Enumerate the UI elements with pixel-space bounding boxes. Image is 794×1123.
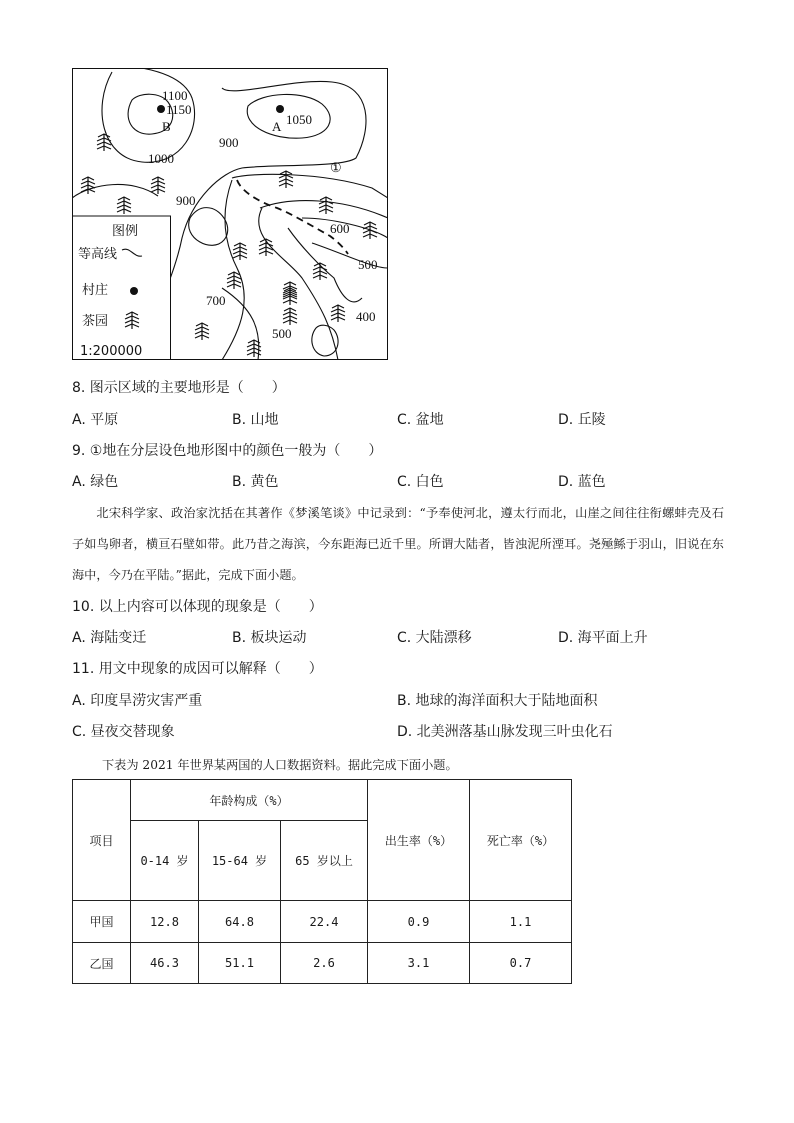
passage-text: 北宋科学家、政治家沈括在其著作《梦溪笔谈》中记录到：“予奉使河北，遵太行而北，山崖之间往往衔螺蚌壳及石子如鸟卵者，横亘石壁如带。此乃昔之海滨，今东距海已近千里。所谓大陆者，皆浊泥所湮耳。尧殛鲧于羽山，旧说在东海中，今乃在平陆。”据此，完成下面小题。 xyxy=(72,506,724,582)
cell: 2.6 xyxy=(281,943,368,984)
header-age-group: 年龄构成（%） xyxy=(131,780,368,821)
q8-option-c[interactable]: C. 盆地 xyxy=(397,412,444,428)
row-name: 甲国 xyxy=(73,901,131,943)
header-death-rate: 死亡率（%） xyxy=(470,780,572,901)
cell: 1.1 xyxy=(470,901,572,943)
point-a-label: A xyxy=(272,119,282,134)
contour-label: 1000 xyxy=(148,151,174,166)
cell: 0.7 xyxy=(470,943,572,984)
header-age-65-plus: 65 岁以上 xyxy=(281,821,368,901)
cell: 64.8 xyxy=(199,901,281,943)
village-b-dot xyxy=(157,105,165,113)
contour-label: 900 xyxy=(176,193,196,208)
question-8-stem: 8. 图示区域的主要地形是（ ） xyxy=(72,380,286,396)
contour-label: 400 xyxy=(356,309,376,324)
population-table xyxy=(72,779,572,984)
village-a-dot xyxy=(276,105,284,113)
cell: 51.1 xyxy=(199,943,281,984)
q9-option-c[interactable]: C. 白色 xyxy=(397,474,444,490)
cell: 22.4 xyxy=(281,901,368,943)
contour-label: 1100 xyxy=(162,88,188,103)
header-age-15-64: 15-64 岁 xyxy=(199,821,281,901)
header-age-0-14: 0-14 岁 xyxy=(131,821,199,901)
q11-option-c[interactable]: C. 昼夜交替现象 xyxy=(72,724,175,740)
q8-option-b[interactable]: B. 山地 xyxy=(232,412,279,428)
elevation-label: 1050 xyxy=(286,112,312,127)
q9-option-a[interactable]: A. 绿色 xyxy=(72,474,119,490)
table-row xyxy=(73,901,572,943)
marker-1-label: ① xyxy=(330,160,342,175)
question-10-stem: 10. 以上内容可以体现的现象是（ ） xyxy=(72,599,323,615)
q10-option-a[interactable]: A. 海陆变迁 xyxy=(72,630,147,646)
q11-option-b[interactable]: B. 地球的海洋面积大于陆地面积 xyxy=(397,693,598,709)
row-name: 乙国 xyxy=(73,943,131,984)
table-row xyxy=(73,943,572,984)
q8-option-a[interactable]: A. 平原 xyxy=(72,412,119,428)
cell: 46.3 xyxy=(131,943,199,984)
contour-map xyxy=(72,68,388,360)
contour-label: 700 xyxy=(206,293,226,308)
cell: 12.8 xyxy=(131,901,199,943)
legend-tea-label: 茶园 xyxy=(82,314,109,329)
reading-passage xyxy=(72,498,724,591)
legend-box xyxy=(73,216,171,360)
legend-title: 图例 xyxy=(112,224,139,239)
q11-option-a[interactable]: A. 印度旱涝灾害严重 xyxy=(72,693,203,709)
question-11-stem: 11. 用文中现象的成因可以解释（ ） xyxy=(72,661,323,677)
contour-label: 600 xyxy=(330,221,350,236)
question-9-stem: 9. ①地在分层设色地形图中的颜色一般为（ ） xyxy=(72,443,383,459)
elevation-label: 1150 xyxy=(166,102,192,117)
legend-village-dot xyxy=(130,287,138,295)
q8-option-d[interactable]: D. 丘陵 xyxy=(558,412,606,428)
cell: 3.1 xyxy=(368,943,470,984)
point-b-label: B xyxy=(162,119,171,134)
contour-label: 500 xyxy=(272,326,292,341)
legend-contour-label: 等高线 xyxy=(78,247,118,262)
q11-option-d[interactable]: D. 北美洲落基山脉发现三叶虫化石 xyxy=(397,724,613,740)
contour-label: 900 xyxy=(219,135,239,150)
contour-label: 500 xyxy=(358,257,378,272)
q10-option-c[interactable]: C. 大陆漂移 xyxy=(397,630,472,646)
table-intro: 下表为 2021 年世界某两国的人口数据资料。据此完成下面小题。 xyxy=(102,758,458,772)
header-birth-rate: 出生率（%） xyxy=(368,780,470,901)
legend-village-label: 村庄 xyxy=(82,283,109,298)
q10-option-b[interactable]: B. 板块运动 xyxy=(232,630,307,646)
q10-option-d[interactable]: D. 海平面上升 xyxy=(558,630,648,646)
cell: 0.9 xyxy=(368,901,470,943)
header-item: 项目 xyxy=(73,780,131,901)
q9-option-d[interactable]: D. 蓝色 xyxy=(558,474,606,490)
legend-scale: 1:200000 xyxy=(80,344,143,359)
q9-option-b[interactable]: B. 黄色 xyxy=(232,474,279,490)
